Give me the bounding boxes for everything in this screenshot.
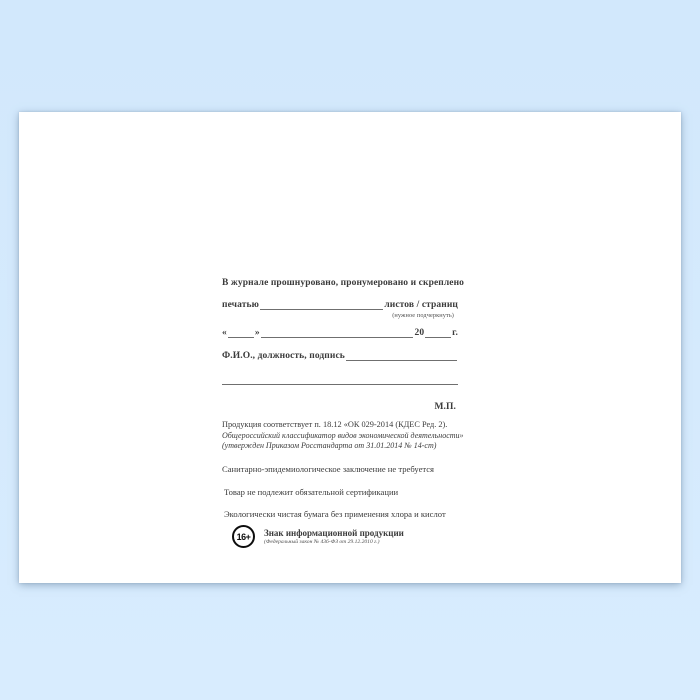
statement-sanitary: Санитарно-эпидемиологическое заключение не требуется	[222, 464, 435, 474]
binding-form	[222, 277, 465, 413]
year-blank	[425, 337, 451, 338]
compliance-block	[222, 420, 478, 452]
compliance-line-2: Общероссийский классификатор видов экономической деятельности»	[222, 430, 464, 440]
age-mark-label: Знак информационной продукции	[264, 528, 404, 538]
month-blank	[261, 337, 414, 338]
binding-statement-line	[222, 277, 465, 289]
date-line	[222, 327, 458, 339]
year-prefix: 20	[414, 328, 425, 338]
underline-note: (нужное подчеркнуть)	[392, 312, 454, 319]
age-mark-law-note: (Федеральный закон № 436-ФЗ от 29.12.2010 г.)	[264, 539, 380, 545]
compliance-line-1: Продукция соответствует п. 18.12 «ОК 029-2014 (КДЕС Ред. 2).	[222, 420, 448, 429]
statement-eco-paper: Экологически чистая бумага без применения хлора и кислот	[224, 509, 446, 519]
quote-close: »	[254, 328, 260, 338]
signature-blank-second	[222, 374, 458, 385]
certification-statements	[222, 464, 478, 532]
age-16plus-icon: 16+	[232, 525, 255, 548]
year-suffix: г.	[452, 328, 458, 338]
signature-blank	[346, 360, 457, 361]
quote-open: «	[222, 328, 227, 338]
statement-certification: Товар не подлежит обязательной сертификации	[224, 486, 399, 497]
document-page	[19, 112, 681, 583]
binding-statement-text: В журнале прошнуровано, пронумеровано и скреплено	[222, 278, 465, 288]
signature-line	[222, 350, 458, 362]
signature-label: Ф.И.О., должность, подпись	[222, 351, 345, 361]
sealed-sheets-line	[222, 299, 458, 311]
compliance-line-3: (утвержден Приказом Росстандарта от 31.01.2014 № 14-ст)	[222, 441, 437, 450]
age-mark-row	[232, 525, 404, 548]
day-blank	[228, 337, 254, 338]
sheets-pages-label: листов / страниц	[384, 300, 458, 310]
stamp-place-label: М.П.	[434, 402, 456, 412]
sealed-prefix-label: печатью	[222, 300, 259, 310]
age-mark-text	[264, 525, 404, 546]
sheets-count-blank	[260, 309, 383, 310]
